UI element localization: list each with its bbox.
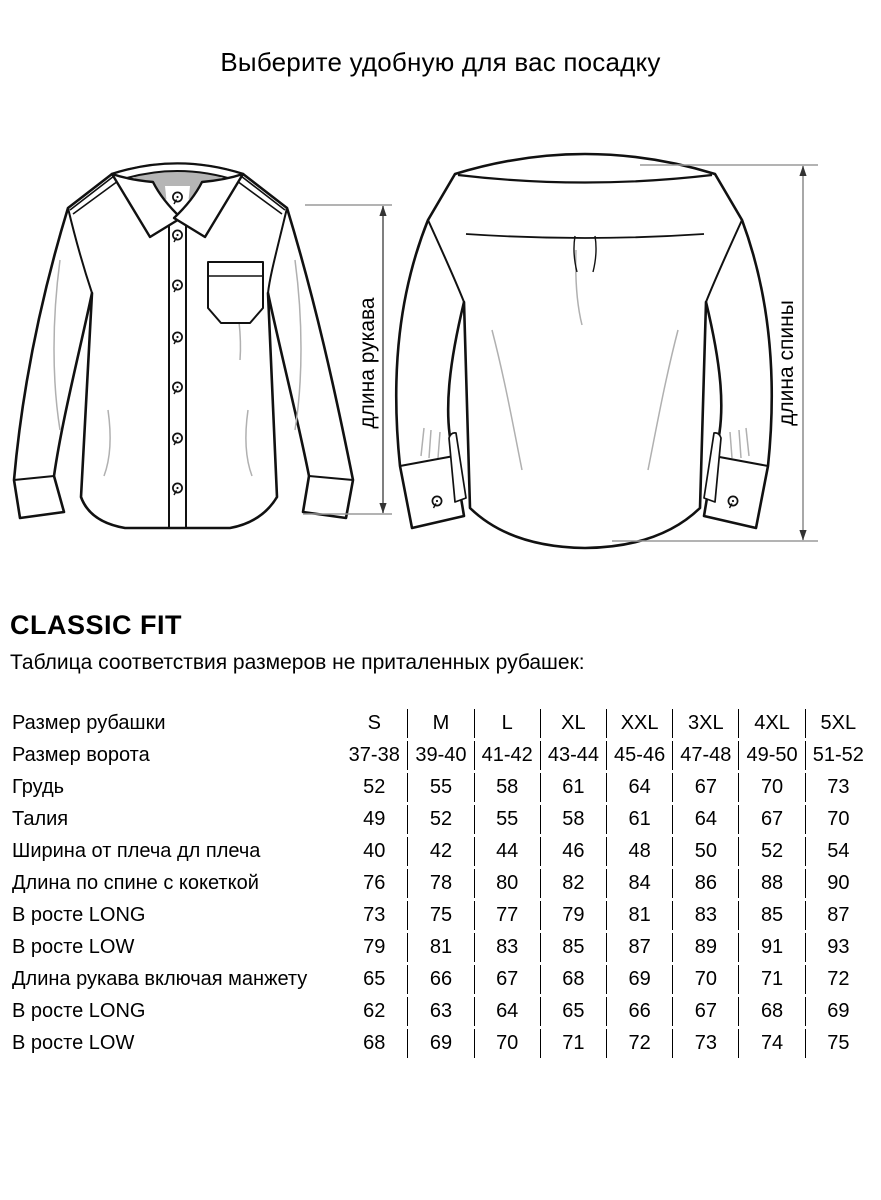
size-cell: 67 — [474, 965, 540, 994]
size-cell: 37-38 — [348, 744, 400, 766]
size-cell: 61 — [540, 773, 606, 802]
table-row — [10, 741, 871, 770]
size-cell: 80 — [474, 869, 540, 898]
row-label: Длина рукава включая манжету — [12, 968, 308, 990]
size-cell: 67 — [672, 773, 738, 802]
size-cell: 48 — [606, 837, 672, 866]
size-cell: 67 — [738, 805, 804, 834]
row-label: Ширина от плеча дл плеча — [12, 840, 261, 862]
size-cell: XXL — [606, 709, 672, 738]
row-label: Размер ворота — [12, 744, 150, 766]
table-row — [10, 837, 871, 866]
size-cell: 87 — [606, 933, 672, 962]
size-cell: 67 — [672, 997, 738, 1026]
table-row — [10, 869, 871, 898]
size-cell: 58 — [474, 773, 540, 802]
size-cell: 65 — [363, 968, 386, 990]
size-cell: 73 — [805, 773, 871, 802]
shirt-back-illustration — [396, 154, 772, 548]
chest-pocket — [208, 262, 263, 323]
size-cell: 54 — [805, 837, 871, 866]
size-cell: 77 — [474, 901, 540, 930]
size-cell: 65 — [540, 997, 606, 1026]
size-cell: 85 — [738, 901, 804, 930]
size-cell: 93 — [805, 933, 871, 962]
size-cell: 70 — [672, 965, 738, 994]
row-label: Талия — [12, 808, 69, 830]
size-cell: 68 — [738, 997, 804, 1026]
size-cell: 70 — [738, 773, 804, 802]
size-cell: 71 — [540, 1029, 606, 1058]
size-cell: 68 — [363, 1032, 386, 1054]
size-cell: 42 — [407, 837, 473, 866]
size-cell: 74 — [738, 1029, 804, 1058]
size-cell: 89 — [672, 933, 738, 962]
size-cell: 64 — [606, 773, 672, 802]
size-cell: 55 — [474, 805, 540, 834]
size-cell: 71 — [738, 965, 804, 994]
size-cell: 46 — [540, 837, 606, 866]
shirt-front-illustration — [14, 164, 353, 529]
row-label: В росте LONG — [12, 904, 146, 926]
size-cell: 83 — [672, 901, 738, 930]
size-cell: 62 — [363, 1000, 386, 1022]
size-cell: XL — [540, 709, 606, 738]
size-cell: 49 — [363, 808, 386, 830]
size-cell: 64 — [474, 997, 540, 1026]
table-row — [10, 997, 871, 1026]
page-title: Выберите удобную для вас посадку — [220, 47, 661, 77]
size-cell: 61 — [606, 805, 672, 834]
size-cell: 81 — [407, 933, 473, 962]
table-row — [10, 965, 871, 994]
size-cell: 44 — [474, 837, 540, 866]
size-cell: 81 — [606, 901, 672, 930]
table-row — [10, 1029, 871, 1058]
size-cell: 90 — [805, 869, 871, 898]
size-cell: 69 — [805, 997, 871, 1026]
size-cell: 79 — [363, 936, 386, 958]
size-cell: 3XL — [672, 709, 738, 738]
size-cell: 75 — [407, 901, 473, 930]
table-row — [10, 709, 871, 738]
size-cell: S — [367, 712, 381, 734]
size-cell: 52 — [407, 805, 473, 834]
row-label: Размер рубашки — [12, 712, 166, 734]
row-label: В росте LOW — [12, 936, 135, 958]
size-cell: 69 — [606, 965, 672, 994]
size-cell: 45-46 — [606, 741, 672, 770]
size-cell: 40 — [363, 840, 386, 862]
shirt-size-illustration — [0, 120, 881, 590]
size-table — [10, 706, 871, 1061]
size-cell: 5XL — [805, 709, 871, 738]
section-heading: CLASSIC FIT — [10, 610, 182, 640]
size-cell: 63 — [407, 997, 473, 1026]
size-cell: 72 — [606, 1029, 672, 1058]
row-label: В росте LOW — [12, 1032, 135, 1054]
size-cell: 82 — [540, 869, 606, 898]
size-cell: 69 — [407, 1029, 473, 1058]
size-cell: 88 — [738, 869, 804, 898]
table-row — [10, 901, 871, 930]
size-cell: 91 — [738, 933, 804, 962]
size-cell: 39-40 — [407, 741, 473, 770]
table-row — [10, 773, 871, 802]
size-cell: 51-52 — [805, 741, 871, 770]
row-label: В росте LONG — [12, 1000, 146, 1022]
size-cell: 47-48 — [672, 741, 738, 770]
size-cell: 79 — [540, 901, 606, 930]
size-cell: 85 — [540, 933, 606, 962]
size-cell: 83 — [474, 933, 540, 962]
row-label: Грудь — [12, 776, 65, 798]
size-cell: 52 — [738, 837, 804, 866]
size-cell: 87 — [805, 901, 871, 930]
size-cell: 49-50 — [738, 741, 804, 770]
row-label: Длина по спине с кокеткой — [12, 872, 259, 894]
size-cell: 52 — [363, 776, 386, 798]
size-cell: 75 — [805, 1029, 871, 1058]
size-cell: 50 — [672, 837, 738, 866]
size-cell: L — [474, 709, 540, 738]
size-cell: 73 — [672, 1029, 738, 1058]
size-cell: 4XL — [738, 709, 804, 738]
size-cell: 78 — [407, 869, 473, 898]
size-cell: 58 — [540, 805, 606, 834]
size-cell: 64 — [672, 805, 738, 834]
size-cell: 70 — [474, 1029, 540, 1058]
size-cell: 66 — [407, 965, 473, 994]
size-cell: 72 — [805, 965, 871, 994]
size-cell: 66 — [606, 997, 672, 1026]
table-row — [10, 933, 871, 962]
size-cell: 73 — [363, 904, 386, 926]
section-subtitle: Таблица соответствия размеров не приталенных рубашек: — [10, 651, 585, 674]
size-cell: 70 — [805, 805, 871, 834]
size-cell: 43-44 — [540, 741, 606, 770]
size-cell: 86 — [672, 869, 738, 898]
size-cell: 84 — [606, 869, 672, 898]
size-cell: 55 — [407, 773, 473, 802]
size-cell: 41-42 — [474, 741, 540, 770]
size-cell: 68 — [540, 965, 606, 994]
sleeve-length-label: длина рукава — [356, 297, 379, 429]
size-cell: 76 — [363, 872, 386, 894]
table-row — [10, 805, 871, 834]
size-cell: M — [407, 709, 473, 738]
back-length-label: длина спины — [775, 300, 798, 426]
